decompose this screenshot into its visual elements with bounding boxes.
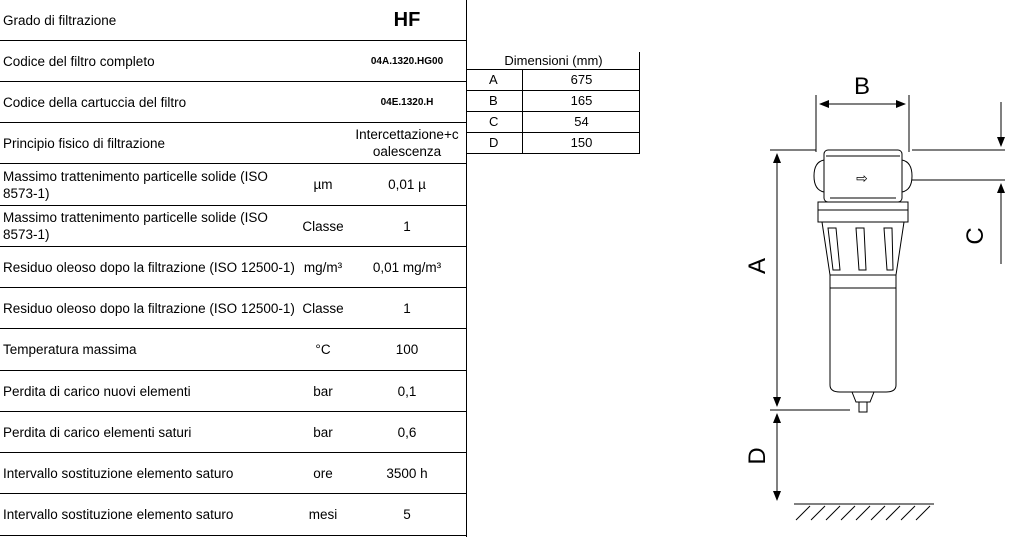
spec-value: 0,01 mg/m³: [372, 259, 442, 275]
spec-label: Codice del filtro completo: [3, 53, 155, 69]
spec-label: Codice della cartuccia del filtro: [3, 94, 187, 110]
spec-row-grade: [0, 0, 467, 41]
spec-unit: mg/m³: [303, 259, 343, 275]
spec-label: Perdita di carico nuovi elementi: [3, 383, 191, 399]
dimension-key: B: [489, 93, 498, 108]
spec-value: 1: [403, 300, 411, 316]
dimension-value: 165: [522, 91, 640, 111]
spec-unit: mesi: [308, 507, 338, 522]
spec-row-particles-um: [0, 164, 467, 206]
spec-value: 5: [403, 507, 411, 522]
spec-row-oil-class: [0, 288, 467, 329]
spec-unit: ore: [313, 465, 333, 481]
dimension-row-a: [467, 70, 640, 91]
spec-value: 04E.1320.H: [380, 96, 434, 108]
spec-unit: bar: [313, 383, 333, 399]
spec-row-principle: [0, 123, 467, 164]
dimension-c-line: [912, 102, 1005, 264]
spec-row-interval-hours: [0, 453, 467, 494]
spec-unit: Classe: [302, 300, 344, 316]
spec-row-filter-code: [0, 41, 467, 82]
spec-row-interval-months: [0, 494, 467, 536]
spec-label: Massimo trattenimento particelle solide (ISO 8573-1): [3, 168, 268, 201]
dimension-key: A: [489, 72, 498, 87]
dimension-value: 150: [522, 133, 640, 153]
spec-value: Intercettazione+coalescenza: [355, 127, 459, 159]
dimension-key: D: [489, 135, 499, 150]
dimension-row-b: [467, 91, 640, 112]
ground-hatching: [794, 504, 934, 520]
dimension-key: C: [489, 114, 499, 129]
spec-label: Grado di filtrazione: [3, 12, 117, 28]
dimension-value: 675: [522, 70, 640, 90]
spec-row-pressure-new: [0, 371, 467, 412]
spec-value: 1: [403, 218, 411, 234]
dimension-b-line: [816, 95, 909, 152]
spec-table: [0, 0, 467, 537]
spec-label: Massimo trattenimento particelle solide (ISO 8573-1): [3, 210, 268, 242]
spec-value: 0,6: [397, 424, 417, 440]
spec-row-pressure-saturated: [0, 412, 467, 453]
dimension-c-label: C: [962, 227, 989, 245]
spec-label: Residuo oleoso dopo la filtrazione (ISO 12500-1): [3, 259, 295, 275]
spec-unit: °C: [315, 342, 331, 357]
spec-row-oil-mg: [0, 247, 467, 288]
spec-unit: bar: [313, 424, 333, 440]
spec-row-particles-class: [0, 206, 467, 247]
dimension-row-c: [467, 112, 640, 133]
spec-unit: µm: [313, 177, 333, 192]
flow-direction-icon: ⇨: [856, 171, 868, 187]
spec-label: Residuo oleoso dopo la filtrazione (ISO 12500-1): [3, 300, 295, 316]
spec-row-max-temp: [0, 329, 467, 371]
spec-value: 0,1: [397, 383, 417, 399]
spec-value: 04A.1320.HG00: [370, 55, 444, 67]
spec-label: Intervallo sostituzione elemento saturo: [3, 507, 234, 522]
dimensions-header: Dimensioni (mm): [467, 52, 640, 70]
dimension-row-d: [467, 133, 640, 154]
spec-value: 0,01 µ: [388, 177, 426, 192]
filter-body: [814, 150, 912, 412]
dimension-b-label: B: [853, 73, 871, 100]
spec-value: HF: [393, 8, 421, 31]
spec-label: Intervallo sostituzione elemento saturo: [3, 465, 234, 481]
dimension-d-label: D: [744, 447, 771, 465]
spec-value: 100: [395, 342, 419, 357]
spec-value: 3500 h: [386, 465, 428, 481]
spec-row-cartridge-code: [0, 82, 467, 123]
dimension-a-line: [770, 150, 850, 410]
spec-label: Principio fisico di filtrazione: [3, 135, 166, 151]
spec-unit: Classe: [302, 218, 344, 234]
table-border: [639, 52, 640, 154]
spec-label: Perdita di carico elementi saturi: [3, 424, 192, 440]
filter-technical-drawing: [700, 60, 1020, 530]
spec-label: Temperatura massima: [3, 342, 137, 357]
dimension-a-label: A: [744, 257, 771, 275]
dimension-value: 54: [522, 112, 640, 132]
